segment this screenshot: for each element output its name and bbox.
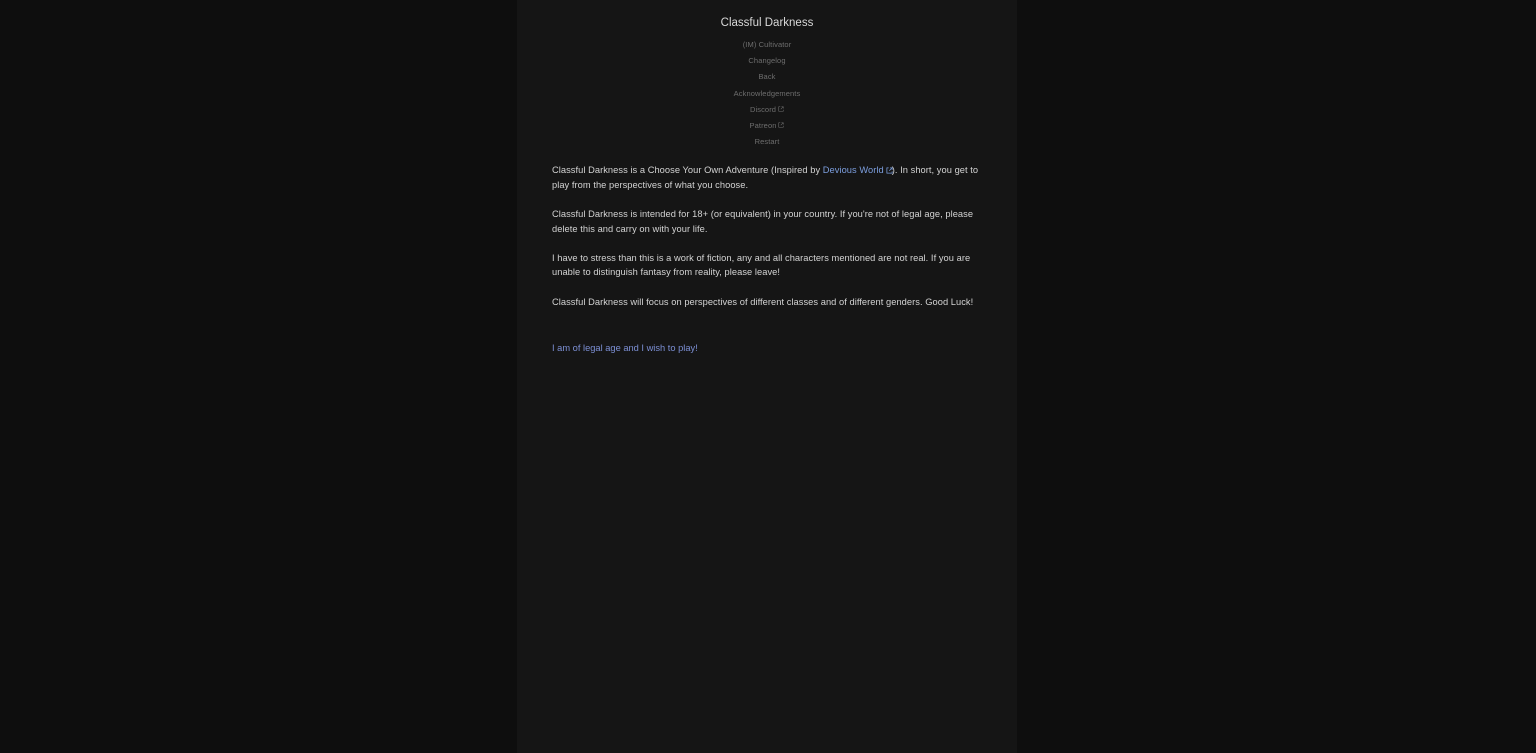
menu-label-back: Back — [758, 72, 776, 82]
menu-item-patreon[interactable] — [517, 117, 1017, 133]
menu-link-acknowledgements[interactable] — [734, 87, 801, 101]
story-column — [517, 0, 1017, 753]
devious-world-label: Devious World — [822, 165, 884, 176]
focus-paragraph: Classful Darkness will focus on perspectives of different classes and of different genders. Good Luck! — [552, 297, 974, 308]
passage-body — [517, 149, 1017, 355]
intro-text-before: Classful Darkness is a Choose Your Own Adventure (Inspired by — [552, 165, 823, 176]
page-title: Classful Darkness — [720, 17, 814, 29]
menu-label-cultivator: (IM) Cultivator — [742, 40, 792, 49]
intro-paragraph — [552, 163, 984, 191]
menu-label-restart: Restart — [754, 137, 780, 147]
menu-link-changelog[interactable] — [748, 54, 785, 68]
menu-label-changelog: Changelog — [748, 56, 786, 66]
menu-item-changelog[interactable] — [517, 52, 1017, 68]
menu-item-cultivator[interactable] — [517, 36, 1017, 52]
menu-label-discord: Discord — [749, 104, 777, 114]
external-link-icon — [886, 167, 892, 173]
menu-item-restart[interactable] — [517, 133, 1017, 149]
external-link-icon — [778, 106, 784, 112]
age-warning-paragraph: Classful Darkness is intended for 18+ (or equivalent) in your country. If you're not of legal age, please delete this and carry on with your life. — [552, 209, 974, 234]
intro-text-after: ). In short, you get to play from the perspectives of what you choose. — [552, 165, 979, 190]
menu-label-acknowledgements: Acknowledgements — [733, 88, 801, 98]
menu-link-restart[interactable] — [755, 135, 780, 149]
menu-item-discord[interactable] — [517, 101, 1017, 117]
devious-world-link[interactable] — [823, 165, 892, 175]
menu-link-discord[interactable] — [750, 103, 784, 117]
external-link-icon — [778, 122, 784, 128]
game-menu — [517, 0, 1017, 149]
menu-label-patreon: Patreon — [749, 121, 777, 131]
menu-link-cultivator[interactable] — [743, 38, 792, 52]
menu-link-patreon[interactable] — [750, 119, 785, 133]
fiction-disclaimer-paragraph: I have to stress than this is a work of fiction, any and all characters mentioned are not real. If you are unable to distinguish fantasy from reality, please leave! — [552, 253, 971, 278]
menu-list — [517, 36, 1017, 149]
spacer — [552, 325, 984, 338]
menu-item-acknowledgements[interactable] — [517, 85, 1017, 101]
accept-age-choice-link[interactable]: I am of legal age and I wish to play! — [552, 342, 698, 353]
menu-item-back[interactable] — [517, 68, 1017, 84]
menu-link-back[interactable] — [758, 70, 775, 84]
